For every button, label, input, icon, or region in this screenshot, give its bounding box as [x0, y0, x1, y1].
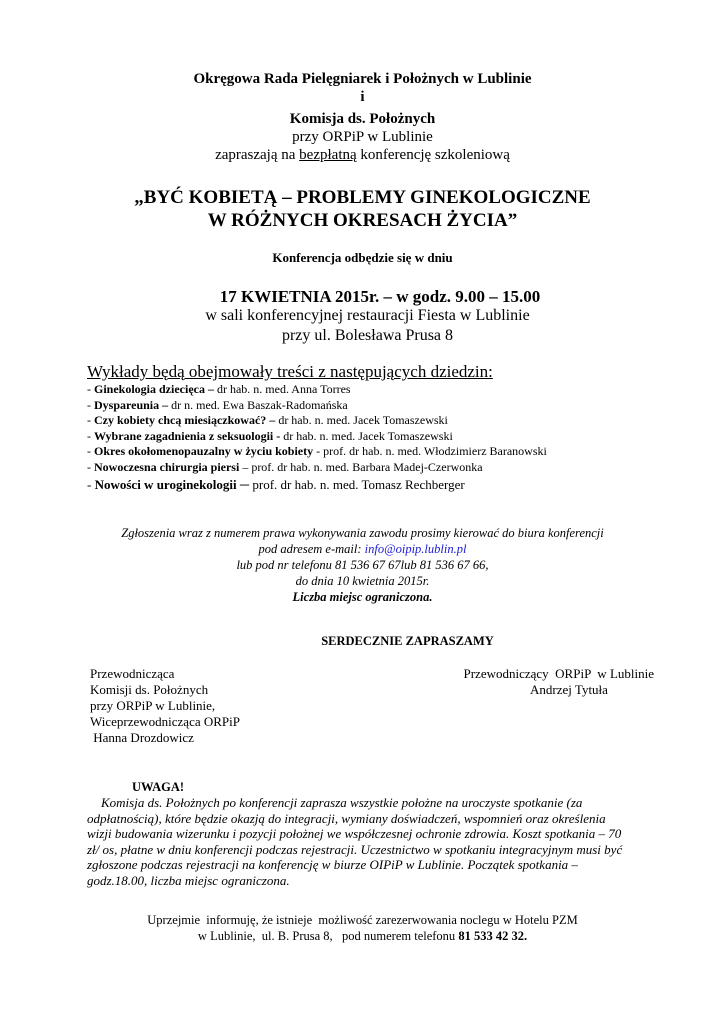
- org-line: Okręgowa Rada Pielęgniarek i Położnych w Lublinie: [193, 71, 532, 87]
- uwaga-heading: UWAGA!: [132, 780, 185, 794]
- commission-where: przy ORPiP w Lublinie: [292, 129, 433, 145]
- lecture-speaker: dr hab. n. med. Anna Torres: [213, 382, 351, 396]
- lecture-topic: Wybrane zagadnienia z seksuologii -: [94, 428, 281, 443]
- invite-free: bezpłatną: [299, 147, 357, 163]
- event-address: przy ul. Bolesława Prusa 8: [281, 327, 454, 344]
- signature-left: Przewodnicząca Komisji ds. Położnych przy ORPiP w Lublinie, Wiceprzewodnicząca ORPiP Hanna Drozdowicz: [90, 666, 241, 745]
- event-date: 17 KWIETNIA 2015r. – w godz. 9.00 – 15.00: [219, 287, 541, 306]
- lecture-speaker: – prof. dr hab. n. med. Barbara Madej-Czerwonka: [239, 459, 483, 474]
- commission-name: Komisja ds. Położnych: [289, 111, 436, 127]
- title-line-1: „BYĆ KOBIETĄ – PROBLEMY GINEKOLOGICZNE: [134, 187, 591, 208]
- email-link[interactable]: info@oipip.lublin.pl: [364, 542, 467, 556]
- registration-line-5: Liczba miejsc ograniczona.: [292, 590, 433, 604]
- invite-post: konferencję szkoleniową: [356, 147, 510, 163]
- hotel-phone: 81 533 42 32.: [458, 929, 528, 943]
- event-venue: w sali konferencyjnej restauracji Fiesta w Lublinie: [205, 307, 530, 324]
- lecture-speaker: prof. dr hab. n. med. Tomasz Rechberger: [249, 477, 465, 492]
- registration-line-4: do dnia 10 kwietnia 2015r.: [295, 574, 430, 588]
- lecture-speaker: dr n. med. Ewa Baszak-Radomańska: [168, 397, 348, 412]
- lecture-speaker: dr hab. n. med. Jacek Tomaszewski: [280, 428, 453, 443]
- list-item: - Wybrane zagadnienia z seksuologii - dr hab. n. med. Jacek Tomaszewski: [87, 428, 453, 443]
- registration-line-3: lub pod nr telefonu 81 536 67 67lub 81 536 67 66,: [236, 558, 489, 572]
- registration-line-1: Zgłoszenia wraz z numerem prawa wykonywania zawodu prosimy kierować do biura konferencji: [121, 526, 604, 540]
- uwaga-text: Komisja ds. Położnych po konferencji zaprasza wszystkie położne na uroczyste spotkanie (za odpłatnością), które będzie okazją do integracji, wymiany doświadczeń, wspomnień oraz określenia wizji budowania wizerunku i pozycji położnej we współczesnej ochronie zdrowia. Koszt spotkania – 70 zł/ os, płatne w dniu konferencji podczas rejestracji. Uczestnictwo w spotkaniu integracyjnym musi być zgłoszone podczas rejestracji na konferencję w biurze OIPiP w Lublinie. Początek spotkania – godz.18.00, liczba miejsc ograniczona.: [87, 795, 623, 888]
- lecture-topic: Dyspareunia –: [94, 397, 169, 412]
- lecture-speaker: dr hab. n. med. Jacek Tomaszewski: [275, 413, 448, 427]
- conjunction: i: [360, 89, 365, 105]
- lecture-speaker: - prof. dr hab. n. med. Włodzimierz Baranowski: [313, 444, 547, 458]
- registration-line-2: pod adresem e-mail: info@oipip.lublin.pl: [258, 542, 467, 556]
- lectures-heading: Wykłady będą obejmowały treści z następujących dziedzin:: [87, 362, 493, 381]
- invitation-line: [0, 146, 725, 164]
- lecture-topic: Czy kobiety chcą miesiączkować? –: [94, 413, 276, 427]
- invite-pre: zapraszają na: [215, 147, 300, 163]
- footer-line-1: Uprzejmie informuję, że istnieje możliwość zarezerwowania noclegu w Hotelu PZM: [147, 913, 578, 927]
- lectures-list: [87, 382, 547, 493]
- title-line-2: W RÓŻNYCH OKRESACH ŻYCIA”: [207, 210, 518, 231]
- closing-line: SERDECZNIE ZAPRASZAMY: [321, 634, 494, 648]
- list-item: - Czy kobiety chcą miesiączkować? – dr hab. n. med. Jacek Tomaszewski: [87, 413, 448, 427]
- list-item: - Dyspareunia – dr n. med. Ewa Baszak-Radomańska: [87, 397, 348, 412]
- signature-right: Przewodniczący ORPiP w Lublinie Andrzej Tytuła: [463, 666, 654, 697]
- list-item: - Nowoczesna chirurgia piersi – prof. dr hab. n. med. Barbara Madej-Czerwonka: [87, 459, 483, 474]
- footer-line-2: w Lublinie, ul. B. Prusa 8, pod numerem telefonu 81 533 42 32.: [197, 929, 528, 943]
- lecture-topic: Nowoczesna chirurgia piersi: [94, 459, 240, 474]
- list-item: - Ginekologia dziecięca – dr hab. n. med. Anna Torres: [87, 382, 351, 396]
- list-item: - Okres okołomenopauzalny w życiu kobiety - prof. dr hab. n. med. Włodzimierz Baranowski: [87, 444, 547, 458]
- lecture-topic: Nowości w uroginekologii ─: [94, 477, 250, 492]
- event-announce: Konferencja odbędzie się w dniu: [272, 250, 453, 265]
- lecture-topic: Ginekologia dziecięca –: [94, 382, 214, 396]
- lecture-topic: Okres okołomenopauzalny w życiu kobiety: [94, 444, 314, 458]
- list-item: - Nowości w uroginekologii ─ prof. dr hab. n. med. Tomasz Rechberger: [87, 477, 465, 492]
